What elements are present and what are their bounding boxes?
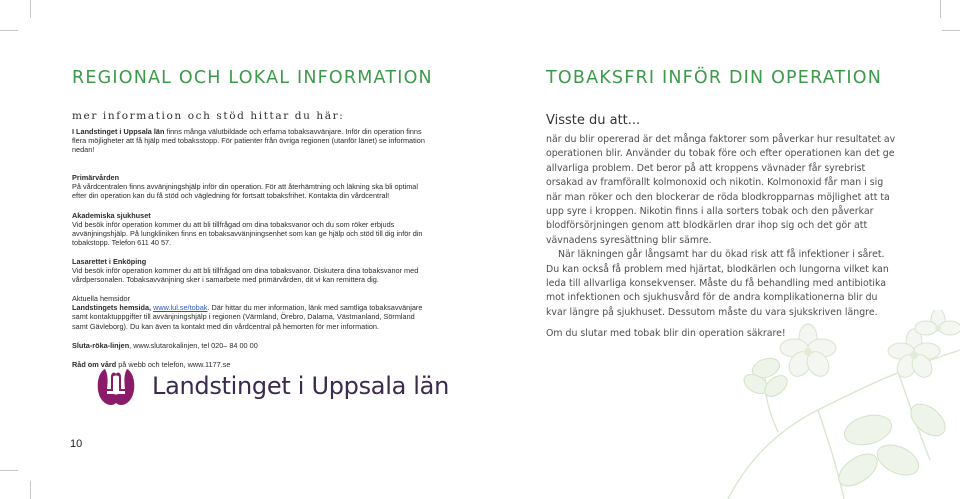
right-paragraph-2: När läkningen går långsamt har du ökad risk att få infektioner i såret. Du kan också få problem med hjärtat, blodkärlen och lungorna vilket kan leda till allvarliga konsekvenser. Måste du få behandling med antibiotika mot infektionen och sjukhusvård för de andra komplikationerna blir du kvar längre på sjukhuset. Dessutom måste du vara sjukskriven längre. — [546, 249, 889, 318]
left-page-title: REGIONAL OCH LOKAL INFORMATION — [72, 68, 433, 88]
rad-bold: Råd om vård — [72, 359, 117, 369]
sluta-text: , www.slutarokalinjen, tel 020– 84 00 00 — [129, 340, 258, 350]
crop-mark — [30, 481, 31, 499]
akademiska-heading: Akademiska sjukhuset — [72, 210, 151, 220]
crop-mark — [0, 30, 18, 31]
crop-mark — [940, 0, 941, 18]
akademiska-text: Vid besök inför operation kommer du att bli tillfrågad om dina tobaksvanor och du som röker erbjuds avvänjningshjälp. På lungkliniken finns en tobaksavvänjningsenhet som kan ge hjälp och stöd till dig inför din tobakstopp. Telefon 611 40 57. — [72, 219, 423, 247]
lasarettet-heading: Lasarettet i Enköping — [72, 256, 147, 266]
intro-text: finns många välutbildade och erfarna tobaksavvänjare. Inför din operation finns flera möjligheter att få hjälp med tobaksstopp. För patienter från övriga regionen (utanför länet) se information nedan! — [72, 127, 425, 155]
page-number: 10 — [70, 438, 83, 450]
sluta-bold: Sluta-röka-linjen — [72, 340, 130, 350]
intro-bold: I Landstinget i Uppsala län — [72, 127, 165, 136]
primarvarden-heading: Primärvården — [72, 173, 120, 183]
sluta-roka-line — [72, 341, 432, 350]
aktuella-section — [72, 294, 432, 330]
lasarettet-section — [72, 257, 432, 284]
crop-mark — [942, 30, 960, 31]
apple-blossom-illustration — [668, 310, 960, 499]
aktuella-heading: Aktuella hemsidor — [72, 294, 130, 304]
akademiska-section — [72, 211, 432, 247]
intro-paragraph — [72, 127, 432, 154]
crop-mark — [0, 470, 18, 471]
visste-du-att-heading: Visste du att... — [546, 113, 641, 128]
landstinget-logo-icon — [94, 365, 138, 409]
hemsida-bold: Landstingets hemsida, — [72, 303, 154, 313]
right-closing-line: Om du slutar med tobak blir din operation säkrare! — [546, 328, 786, 340]
lul-tobak-link[interactable]: www.lul.se/tobak — [153, 303, 208, 313]
page-divider — [480, 0, 481, 499]
right-page-title: TOBAKSFRI INFÖR DIN OPERATION — [546, 68, 883, 88]
rad-text: på webb och telefon, www.1177.se — [116, 359, 231, 369]
hemsida-text: . Där hittar du mer information, länk med samtliga tobaksavvänjare samt kontaktuppgifter till avvänjningshjälp i regionen (Värmland, Örebro, Dalarna, Västmanland, Sörmland samt Gävleborg). Du kan även ta kontakt med din vårdcentral på hemorten för mer information. — [72, 303, 423, 331]
left-column-text — [72, 127, 432, 369]
left-page-subtitle: mer information och stöd hittar du här: — [72, 110, 345, 122]
right-paragraph-1: när du blir opererad är det många faktorer som påverkar hur resultatet av operationen blir. Använder du tobak före och efter operationen kan det ge allvarliga problem. Det beror på att kroppens vävnader får syrebrist orsakad av framförallt kolmonoxid och nikotin. Kolmonoxid får man i sig när man röker och den blockerar de röda blodkropparnas möjlighet att ta upp syre i kroppen. Nikotin finns i alla sorters tobak och den påverkar blodförsörjningen genom att blodkärlen drar ihop sig och det gör att vävnadens syresättning blir sämre. — [546, 134, 896, 246]
crop-mark — [30, 0, 31, 18]
primarvarden-text: På vårdcentralen finns avvänjningshjälp inför din operation. För att återhämtning och läkning ska bli optimal efter din operation kan du få stöd och vägledning för fortsatt tobaksfrihet. Kontakta din vårdcentral! — [72, 182, 418, 201]
lasarettet-text: Vid besök inför operation kommer du att bli tillfrågad om dina tobaksvanor. Diskutera dina tobaksvanor med vårdpersonalen. Tobaksavvänjning sker i samarbete med primärvården, dit vi kan remittera dig. — [72, 266, 419, 285]
primarvarden-section — [72, 173, 432, 200]
logo-wordmark: Landstinget i Uppsala län — [152, 372, 449, 400]
